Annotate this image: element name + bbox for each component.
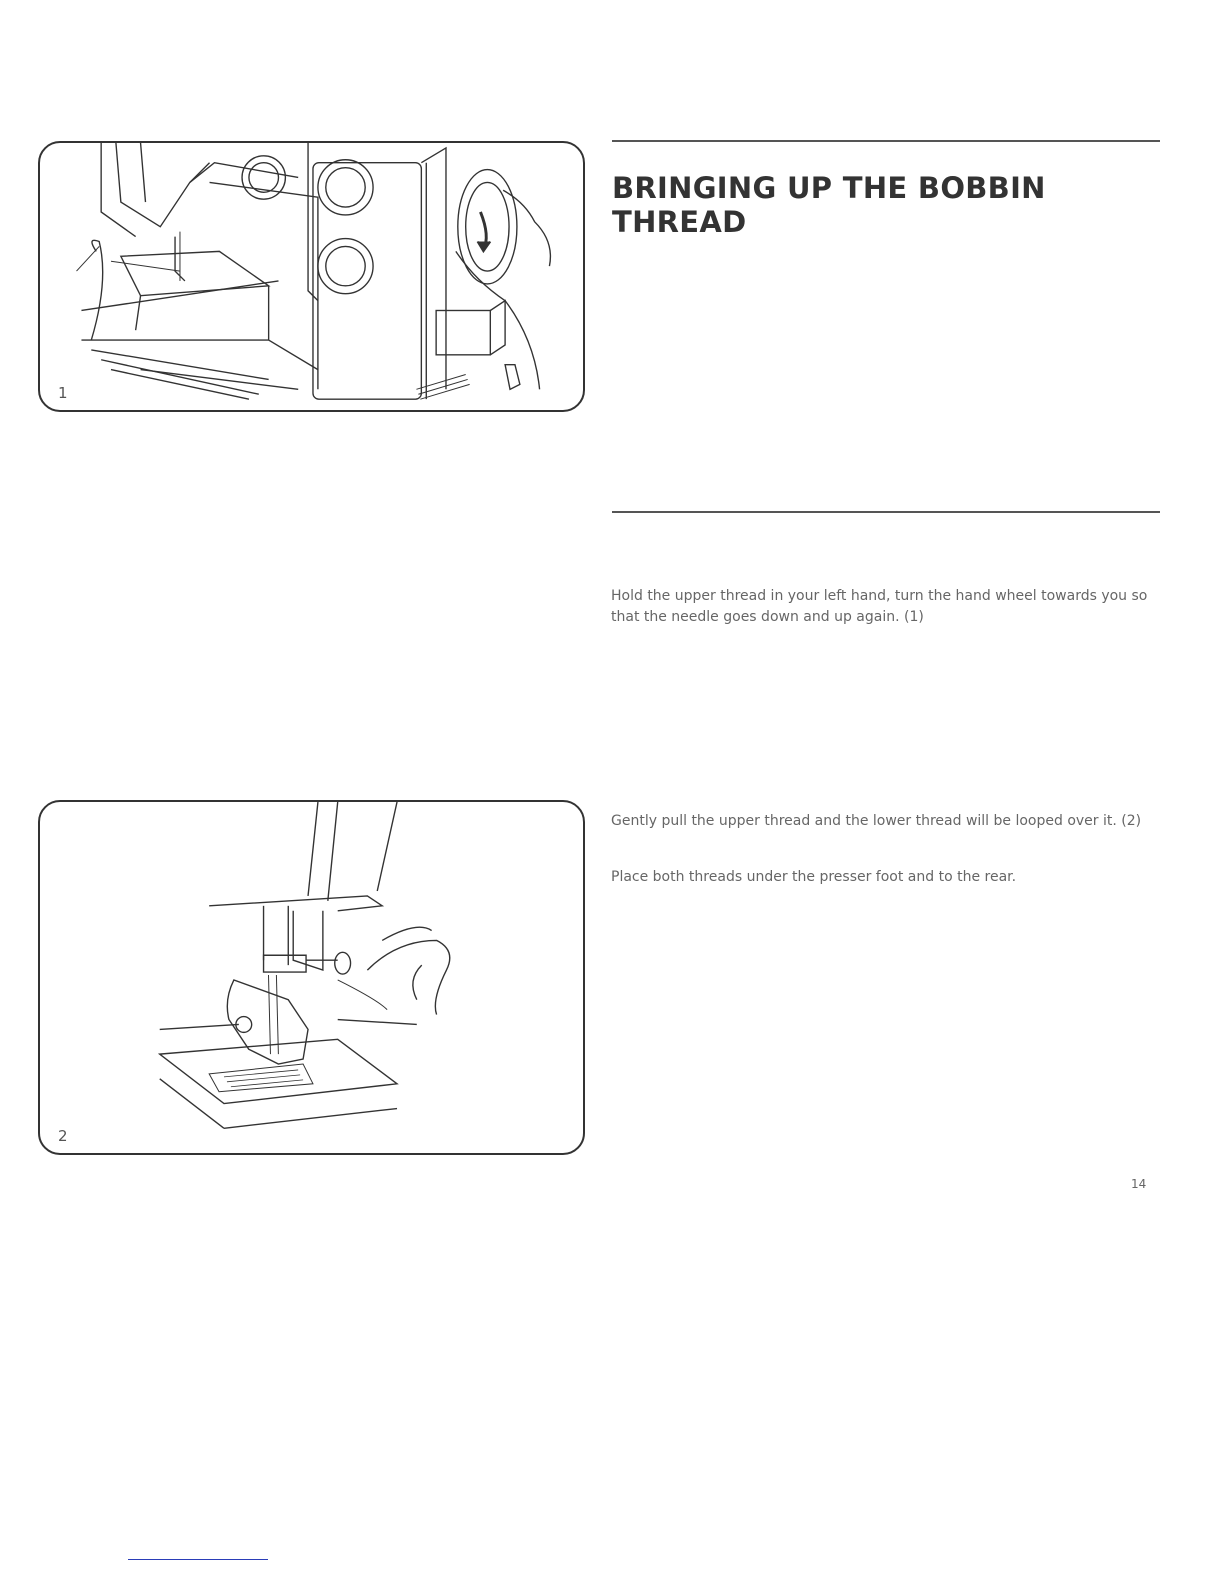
figure-1 (38, 141, 585, 412)
presser-foot-illustration (40, 802, 583, 1153)
instruction-paragraph-3: Place both threads under the presser foot and to the rear. (611, 869, 1017, 885)
sewing-machine-illustration (40, 143, 583, 410)
page-title-line-1: BRINGING UP THE BOBBIN (612, 171, 1046, 206)
page-title-line-2: THREAD (612, 205, 747, 240)
title-bottom-rule (612, 511, 1160, 513)
figure-number: 2 (58, 1127, 68, 1145)
instruction-paragraph-2: Gently pull the upper thread and the lower thread will be looped over it. (2) (611, 813, 1142, 829)
title-top-rule (612, 140, 1160, 142)
figure-2 (38, 800, 585, 1155)
figure-number: 1 (58, 384, 68, 402)
page-number: 14 (1131, 1177, 1147, 1191)
instruction-paragraph-1: Hold the upper thread in your left hand, turn the hand wheel towards you so that the needle goes down and up again. (1) (611, 588, 1148, 625)
footer-line (128, 1559, 268, 1560)
page-title (612, 171, 1160, 239)
